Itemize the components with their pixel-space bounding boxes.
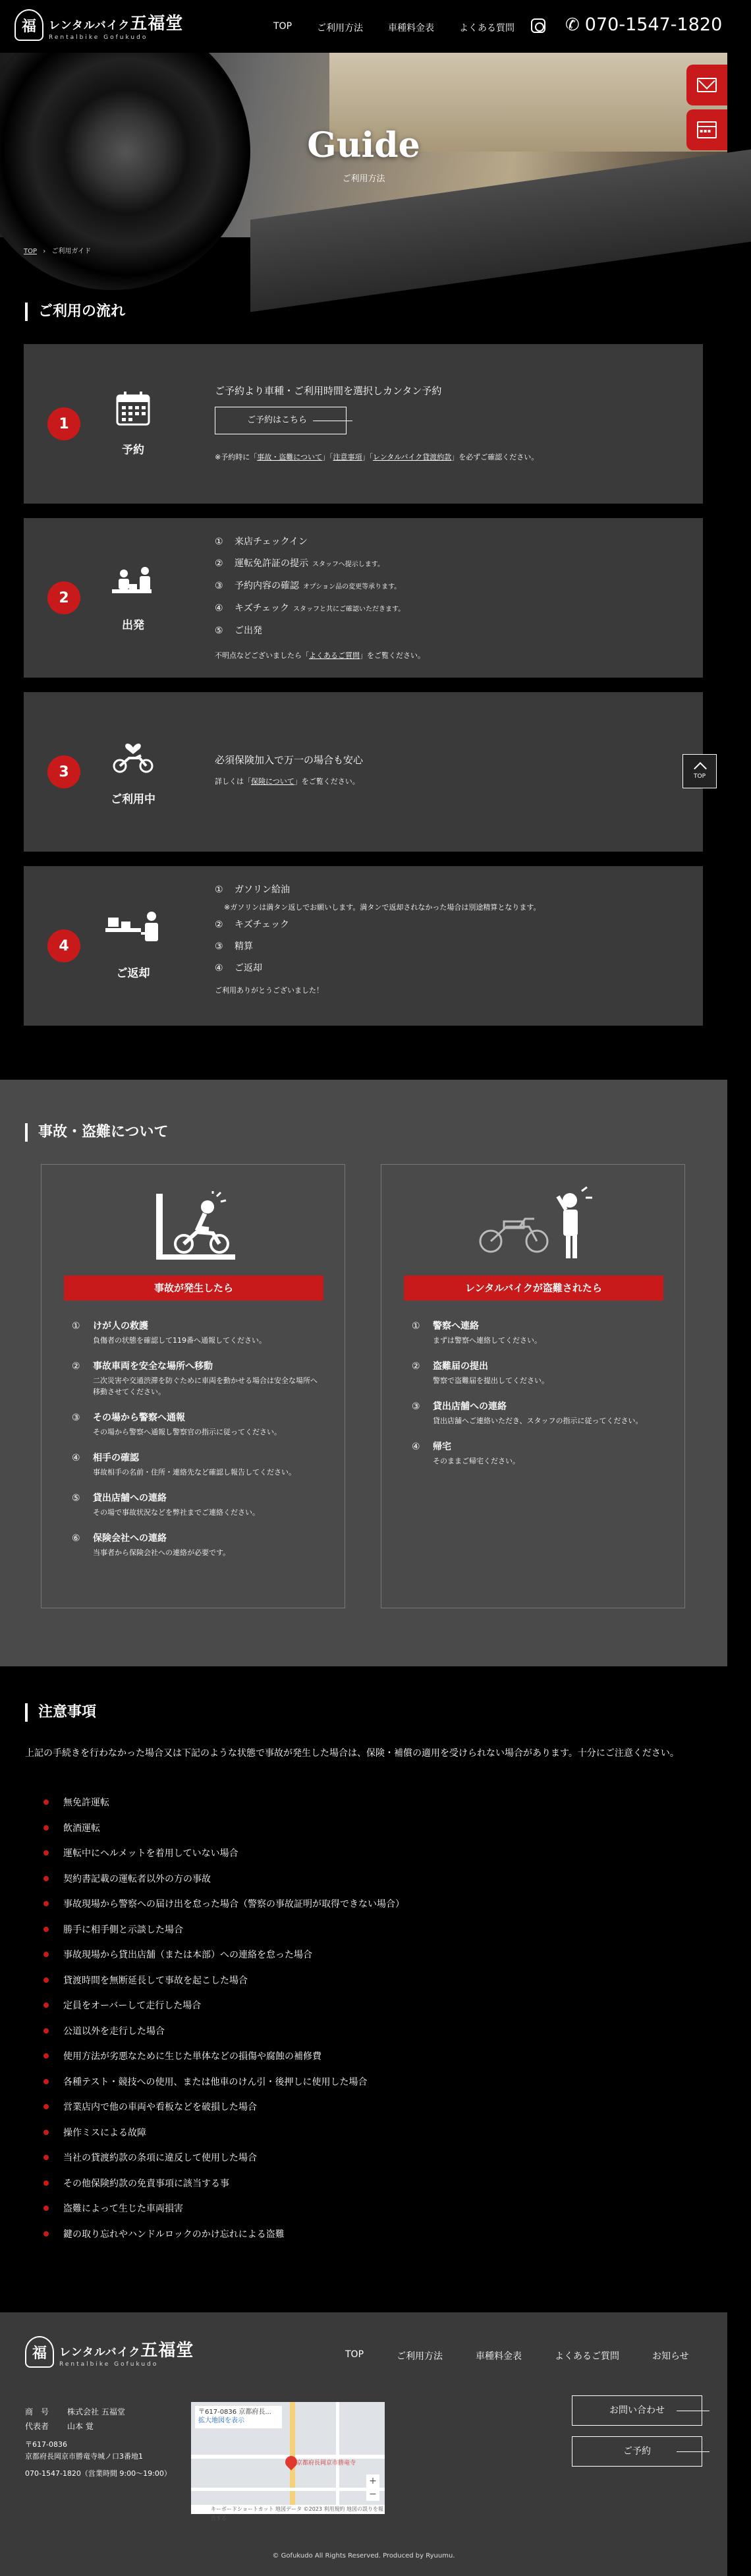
footer-nav-news[interactable]: お知らせ xyxy=(652,2351,689,2362)
footer-reserve-button[interactable]: ご予約 xyxy=(572,2436,702,2467)
item-desc: 警察で盗難届を提出してください。 xyxy=(433,1376,549,1385)
list-item xyxy=(215,879,540,914)
list-item: 運転中にヘルメットを着用していない場合 xyxy=(43,1846,404,1872)
theft-icon xyxy=(474,1186,599,1265)
list-item: 公道以外を走行した場合 xyxy=(43,2024,404,2050)
step-number: 1 xyxy=(47,407,80,440)
item-desc: 負傷者の状態を確認して119番へ通報してください。 xyxy=(93,1336,266,1345)
accident-list xyxy=(72,1319,322,1571)
item-subtext: スタッフと共にご確認いただきます。 xyxy=(293,606,405,613)
footer-nav xyxy=(345,2349,722,2362)
company-name: 株式会社 五福堂 xyxy=(67,2407,125,2416)
list-item: 無免許運転 xyxy=(43,1796,404,1821)
calendar-icon xyxy=(697,121,717,138)
step-lead: ご予約より車種・ご利用時間を選択しカンタン予約 xyxy=(215,385,442,397)
representative: 山本 覚 xyxy=(67,2422,94,2431)
step-body xyxy=(215,753,363,786)
company-address xyxy=(25,2439,171,2480)
item-text: ご返却 xyxy=(235,963,262,974)
map-road xyxy=(336,2402,339,2514)
motorcycle-heart-icon xyxy=(109,736,157,775)
phone-number: 070-1547-1820 xyxy=(584,15,723,35)
item-number: ③ xyxy=(215,581,223,591)
link-faq[interactable]: よくあるご質問 xyxy=(309,651,360,660)
list-item xyxy=(215,620,425,642)
contact-button[interactable]: お問い合わせ xyxy=(572,2395,702,2426)
note-text: 」をご覧ください。 xyxy=(360,651,425,660)
step-note xyxy=(215,452,538,462)
note-text: 」をご覧ください。 xyxy=(294,777,360,786)
item-number: ② xyxy=(72,1361,80,1372)
step-body xyxy=(215,531,425,660)
phone-hours: 070-1547-1820（営業時間 9:00〜19:00） xyxy=(25,2469,171,2478)
item-number: ① xyxy=(215,537,223,547)
item-title: 貸出店舗への連絡 xyxy=(433,1401,507,1412)
item-text: ご出発 xyxy=(235,626,262,636)
item-title: 帰宅 xyxy=(433,1442,451,1452)
item-text: キズチェック xyxy=(235,920,290,930)
item-number: ③ xyxy=(72,1413,80,1423)
logo-small-text: レンタルバイク xyxy=(59,2345,141,2359)
item-number: ② xyxy=(215,558,223,569)
list-item xyxy=(215,936,540,958)
fuel-note: ※ガソリンは満タン返しでお願いします。満タンで返却されなかった場合は別途精算となります。 xyxy=(224,903,541,912)
list-item: その他保険約款の免責事項に該当する事 xyxy=(43,2177,404,2202)
item-number: ④ xyxy=(72,1453,80,1463)
footer-nav-guide[interactable]: ご利用方法 xyxy=(397,2351,443,2362)
notes-intro: 上記の手続きを行わなかった場合又は下記のような状態で事故が発生した場合は、保険・補償の適用を受けられない場合があります。十分にご注意ください。 xyxy=(25,1748,679,1759)
site-logo[interactable] xyxy=(14,9,183,41)
item-desc: その場で事故状況などを弊社までご連絡ください。 xyxy=(93,1508,260,1517)
company-info xyxy=(25,2405,125,2434)
footer-nav-top[interactable]: TOP xyxy=(345,2349,364,2360)
step-note xyxy=(215,776,363,786)
note-text: 不明点などございましたら「 xyxy=(215,651,309,660)
hero-banner xyxy=(0,53,727,237)
step-number: 2 xyxy=(47,581,80,614)
item-number: ③ xyxy=(215,941,223,952)
list-item: 契約書記載の運転者以外の方の事故 xyxy=(43,1872,404,1898)
flow-step-reserve xyxy=(24,344,703,504)
breadcrumb-current: ご利用ガイド xyxy=(51,248,92,255)
item-number: ⑤ xyxy=(215,626,223,636)
checkin-counter-icon xyxy=(109,564,157,604)
site-footer xyxy=(0,2312,727,2576)
logo-big-text: 五福堂 xyxy=(130,13,184,34)
list-item xyxy=(215,531,425,553)
nav-price[interactable]: 車種料金表 xyxy=(388,23,435,34)
header-phone[interactable] xyxy=(565,15,722,35)
item-number: ① xyxy=(412,1321,420,1332)
accident-heading: 事故・盗難について xyxy=(25,1123,169,1142)
theft-list xyxy=(412,1319,662,1480)
note-text: 」「 xyxy=(322,453,333,461)
list-item: 貸渡時間を無断延長して事故を起こした場合 xyxy=(43,1974,404,1999)
item-desc: 貸出店舗へご連絡いただき、スタッフの指示に従ってください。 xyxy=(433,1417,643,1425)
item-text: ガソリン給油 xyxy=(235,885,290,895)
map-enlarge-link[interactable]: 拡大地図を表示 xyxy=(198,2417,244,2424)
item-number: ④ xyxy=(412,1442,420,1452)
theft-panel xyxy=(381,1164,685,1608)
page-subtitle: ご利用方法 xyxy=(342,174,385,184)
step-number: 4 xyxy=(47,929,80,962)
map-pin-label: 京都府長岡京市勝竜寺 xyxy=(296,2460,356,2467)
nav-guide[interactable]: ご利用方法 xyxy=(317,23,364,34)
back-to-top-button[interactable]: TOP xyxy=(682,754,717,788)
breadcrumb xyxy=(24,245,91,255)
list-item xyxy=(72,1491,322,1518)
item-title: 盗難届の提出 xyxy=(433,1361,488,1372)
list-item: 事故現場から貸出店舗（または本部）への連絡を怠った場合 xyxy=(43,1948,404,1974)
item-number: ⑥ xyxy=(72,1533,80,1544)
map-zoom-control[interactable]: + − xyxy=(366,2474,379,2501)
item-desc: その場から警察へ通報し警察官の指示に従ってください。 xyxy=(93,1428,281,1436)
item-title: その場から警察へ通報 xyxy=(93,1413,185,1423)
item-title: 警察へ連絡 xyxy=(433,1321,479,1332)
list-item xyxy=(72,1359,322,1397)
link-accident[interactable]: 事故・盗難について xyxy=(257,453,322,461)
list-item xyxy=(215,575,425,598)
flow-heading: ご利用の流れ xyxy=(25,303,125,321)
flow-step-return xyxy=(24,866,703,1026)
item-desc: 二次災害や交通渋滞を防ぐために車両を動かせる場合は安全な場所へ移動させてください。 xyxy=(93,1376,318,1396)
nav-faq[interactable]: よくある質問 xyxy=(459,23,515,34)
item-text: 予約内容の確認 xyxy=(235,581,299,591)
item-number: ③ xyxy=(412,1401,420,1412)
logo-subtext: Rentalbike Gofukudo xyxy=(59,2360,159,2368)
logo-small-text: レンタルバイク xyxy=(49,18,130,32)
map-info-card xyxy=(195,2406,282,2428)
item-title: けが人の救護 xyxy=(93,1321,148,1332)
accident-panel xyxy=(41,1164,345,1608)
list-item xyxy=(215,914,540,936)
item-number: ⑤ xyxy=(72,1493,80,1504)
list-item xyxy=(412,1359,662,1386)
list-item xyxy=(412,1440,662,1467)
mail-side-button[interactable] xyxy=(686,65,727,105)
notes-list xyxy=(43,1796,404,2252)
accident-title: 事故が発生したら xyxy=(64,1275,323,1301)
list-item xyxy=(215,958,540,980)
list-item xyxy=(412,1319,662,1346)
step-body xyxy=(215,384,538,462)
item-number: ② xyxy=(215,920,223,930)
note-text: 詳しくは「 xyxy=(215,777,251,786)
item-subtext: スタッフへ提示します。 xyxy=(312,561,384,568)
item-number: ① xyxy=(215,885,223,895)
item-number: ④ xyxy=(215,963,223,974)
list-item xyxy=(215,553,425,575)
link-insurance[interactable]: 保険について xyxy=(251,777,294,786)
logo-big-text: 五福堂 xyxy=(140,2340,194,2360)
info-key: 代表者 xyxy=(25,2422,49,2431)
item-subtext: オプション品の変更等承ります。 xyxy=(303,583,401,591)
nav-top[interactable]: TOP xyxy=(273,21,292,32)
phone-icon: ✆ xyxy=(565,15,580,35)
list-item xyxy=(412,1399,662,1426)
list-item xyxy=(72,1531,322,1558)
list-item xyxy=(72,1451,322,1478)
list-item: 事故現場から警察への届け出を怠った場合（警察の事故証明が取得できない場合） xyxy=(43,1897,404,1923)
list-item: 当社の貸渡約款の条項に違反して使用した場合 xyxy=(43,2151,404,2177)
return-list xyxy=(215,879,540,980)
list-item: 飲酒運転 xyxy=(43,1821,404,1847)
item-text: 来店チェックイン xyxy=(235,537,308,547)
list-item xyxy=(72,1411,322,1438)
step-label: 出発 xyxy=(122,619,144,632)
footer-nav-price[interactable]: 車種料金表 xyxy=(476,2351,522,2362)
return-counter-icon xyxy=(101,910,165,949)
item-text: 運転免許証の提示 xyxy=(235,558,308,569)
theft-title: レンタルバイクが盗難されたら xyxy=(404,1275,663,1301)
step-label: ご返却 xyxy=(116,967,150,980)
footer-nav-faq[interactable]: よくあるご質問 xyxy=(555,2351,620,2362)
link-terms[interactable]: レンタルバイク貸渡約款 xyxy=(373,453,452,461)
logo-mark: 福 xyxy=(25,2336,54,2368)
item-text: 精算 xyxy=(235,941,253,952)
map-road xyxy=(191,2488,385,2491)
info-key: 商 号 xyxy=(25,2407,49,2416)
copyright: © Gofukudo All Rights Reserved. Produced by Ryuumu. xyxy=(272,2552,455,2560)
departure-list xyxy=(215,531,425,642)
item-title: 相手の確認 xyxy=(93,1453,139,1463)
zip-code: 〒617-0836 xyxy=(25,2440,67,2449)
instagram-icon[interactable] xyxy=(531,18,545,33)
item-title: 貸出店舗への連絡 xyxy=(93,1493,167,1504)
item-number: ① xyxy=(72,1321,80,1332)
note-text: ※予約時に「 xyxy=(215,453,258,461)
calendar-icon xyxy=(109,390,157,430)
step-number: 3 xyxy=(47,755,80,788)
breadcrumb-separator: › xyxy=(43,248,46,255)
step-label: ご利用中 xyxy=(111,793,155,806)
item-title: 保険会社への連絡 xyxy=(93,1533,167,1544)
crash-icon xyxy=(153,1191,239,1264)
calendar-side-button[interactable] xyxy=(686,109,727,150)
step-label: 予約 xyxy=(122,444,144,457)
site-header xyxy=(0,0,727,53)
flow-step-departure xyxy=(24,518,703,678)
main-nav xyxy=(273,21,540,34)
breadcrumb-home[interactable]: TOP xyxy=(24,248,38,255)
list-item: 各種テスト・競技への使用、または他車のけん引・後押しに使用した場合 xyxy=(43,2075,404,2101)
item-title: 事故車両を安全な場所へ移動 xyxy=(93,1361,213,1372)
embedded-map[interactable] xyxy=(191,2402,385,2521)
list-item: 勝手に相手側と示談した場合 xyxy=(43,1923,404,1948)
list-item xyxy=(215,598,425,620)
item-desc: 当事者から保険会社への連絡が必要です。 xyxy=(93,1548,231,1557)
item-number: ④ xyxy=(215,603,223,614)
list-item: 鍵の取り忘れやハンドルロックのかけ忘れによる盗難 xyxy=(43,2227,404,2253)
link-notes[interactable]: 注意事項 xyxy=(333,453,362,461)
note-text: 」「 xyxy=(362,453,373,461)
flow-step-in-use xyxy=(24,692,703,852)
item-desc: まずは警察へ連絡してください。 xyxy=(433,1336,542,1345)
map-attribution: キーボードショートカット 地図データ ©2023 利用規約 地図の誤りを報告する xyxy=(191,2505,385,2514)
list-item: 定員をオーバーして走行した場合 xyxy=(43,1999,404,2024)
step-note xyxy=(215,650,425,660)
reserve-button[interactable]: ご予約はこちら xyxy=(215,407,347,434)
logo-mark: 福 xyxy=(14,9,43,41)
page-title: Guide xyxy=(307,125,420,165)
list-item xyxy=(72,1319,322,1346)
list-item: 操作ミスによる故障 xyxy=(43,2126,404,2152)
footer-logo[interactable] xyxy=(25,2336,194,2368)
item-text: キズチェック xyxy=(235,603,290,614)
list-item: 盗難によって生じた車両損害 xyxy=(43,2202,404,2227)
list-item: 使用方法が劣悪なために生じた単体などの損傷や腐蝕の補修費 xyxy=(43,2049,404,2075)
item-desc: そのままご帰宅ください。 xyxy=(433,1457,520,1465)
note-text: 」を必ずご確認ください。 xyxy=(451,453,539,461)
mail-icon xyxy=(697,78,717,92)
map-address: 〒617-0836 京都府長... xyxy=(198,2409,271,2416)
step-lead: 必須保険加入で万一の場合も安心 xyxy=(215,754,364,766)
logo-subtext: Rentalbike Gofukudo xyxy=(49,34,148,41)
item-desc: 事故相手の名前・住所・連絡先など確認し報告してください。 xyxy=(93,1468,296,1477)
notes-heading: 注意事項 xyxy=(25,1703,96,1722)
step-body xyxy=(215,879,540,995)
thanks-note: ご利用ありがとうございました！ xyxy=(215,986,323,995)
list-item: 営業店内で他の車両や看板などを破損した場合 xyxy=(43,2100,404,2126)
address: 京都府長岡京市勝竜寺城ノ口3番地1 xyxy=(25,2452,143,2461)
item-number: ② xyxy=(412,1361,420,1372)
